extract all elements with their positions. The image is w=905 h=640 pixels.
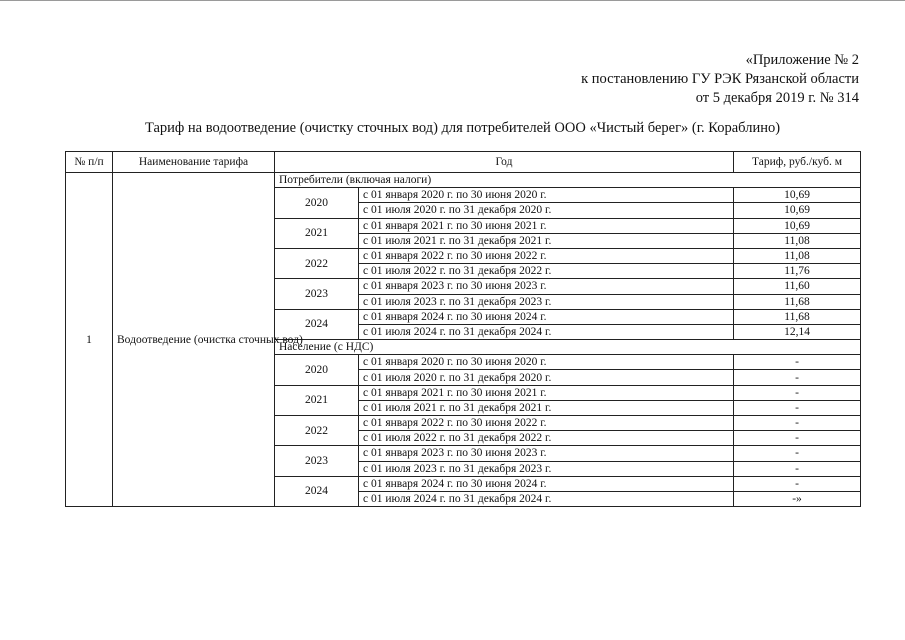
tariff-value-cell: 12,14 [734,324,861,339]
tariff-value-cell: 11,08 [734,233,861,248]
period-cell: с 01 июля 2023 г. по 31 декабря 2023 г. [359,294,734,309]
row-number: 1 [66,173,113,507]
tariff-table [65,151,861,507]
group-row [66,173,861,188]
appendix-line-3: от 5 декабря 2019 г. № 314 [695,90,859,106]
tariff-value-cell: -» [734,491,861,506]
consumer-group-label: Население (с НДС) [275,340,861,355]
table-header-row [66,152,861,173]
tariff-value-cell: - [734,385,861,400]
tariff-value-cell: - [734,355,861,370]
year-cell: 2024 [275,309,359,339]
header-number: № п/п [66,152,113,173]
year-cell: 2022 [275,248,359,278]
year-cell: 2024 [275,476,359,506]
tariff-value-cell: 10,69 [734,188,861,203]
year-cell: 2023 [275,279,359,309]
year-cell: 2022 [275,416,359,446]
period-cell: с 01 июля 2021 г. по 31 декабря 2021 г. [359,400,734,415]
header-year: Год [275,152,734,173]
consumer-group-label: Потребители (включая налоги) [275,173,861,188]
tariff-name: Водоотведение (очистка сточных вод) [113,173,275,507]
period-cell: с 01 июля 2023 г. по 31 декабря 2023 г. [359,461,734,476]
appendix-line-2: к постановлению ГУ РЭК Рязанской области [581,71,859,87]
tariff-value-cell: - [734,416,861,431]
period-cell: с 01 июля 2020 г. по 31 декабря 2020 г. [359,370,734,385]
tariff-value-cell: - [734,370,861,385]
period-cell: с 01 января 2020 г. по 30 июня 2020 г. [359,355,734,370]
tariff-value-cell: 10,69 [734,203,861,218]
period-cell: с 01 июля 2022 г. по 31 декабря 2022 г. [359,431,734,446]
tariff-value-cell: 11,60 [734,279,861,294]
table-body [66,173,861,507]
year-cell: 2020 [275,188,359,218]
tariff-value-cell: - [734,431,861,446]
tariff-value-cell: 11,76 [734,264,861,279]
period-cell: с 01 января 2021 г. по 30 июня 2021 г. [359,218,734,233]
header-tariff-name: Наименование тарифа [113,152,275,173]
period-cell: с 01 июля 2024 г. по 31 декабря 2024 г. [359,491,734,506]
year-cell: 2021 [275,218,359,248]
period-cell: с 01 января 2022 г. по 30 июня 2022 г. [359,416,734,431]
tariff-value-cell: - [734,476,861,491]
year-cell: 2021 [275,385,359,415]
period-cell: с 01 января 2020 г. по 30 июня 2020 г. [359,188,734,203]
period-cell: с 01 января 2021 г. по 30 июня 2021 г. [359,385,734,400]
page-top-rule [0,0,905,3]
tariff-value-cell: - [734,461,861,476]
period-cell: с 01 января 2023 г. по 30 июня 2023 г. [359,279,734,294]
period-cell: с 01 января 2024 г. по 30 июня 2024 г. [359,309,734,324]
period-cell: с 01 июля 2024 г. по 31 декабря 2024 г. [359,324,734,339]
year-cell: 2023 [275,446,359,476]
year-cell: 2020 [275,355,359,385]
period-cell: с 01 января 2024 г. по 30 июня 2024 г. [359,476,734,491]
period-cell: с 01 января 2023 г. по 30 июня 2023 г. [359,446,734,461]
tariff-value-cell: 11,08 [734,248,861,263]
appendix-line-1: «Приложение № 2 [745,52,859,68]
tariff-value-cell: 10,69 [734,218,861,233]
period-cell: с 01 июля 2022 г. по 31 декабря 2022 г. [359,264,734,279]
header-tariff-value: Тариф, руб./куб. м [734,152,861,173]
tariff-value-cell: - [734,400,861,415]
document-title: Тариф на водоотведение (очистку сточных вод) для потребителей ООО «Чистый берег» (г. Кораблино) [144,120,781,136]
period-cell: с 01 июля 2021 г. по 31 декабря 2021 г. [359,233,734,248]
appendix-header [581,51,859,108]
tariff-value-cell: - [734,446,861,461]
period-cell: с 01 января 2022 г. по 30 июня 2022 г. [359,248,734,263]
tariff-value-cell: 11,68 [734,309,861,324]
period-cell: с 01 июля 2020 г. по 31 декабря 2020 г. [359,203,734,218]
tariff-value-cell: 11,68 [734,294,861,309]
